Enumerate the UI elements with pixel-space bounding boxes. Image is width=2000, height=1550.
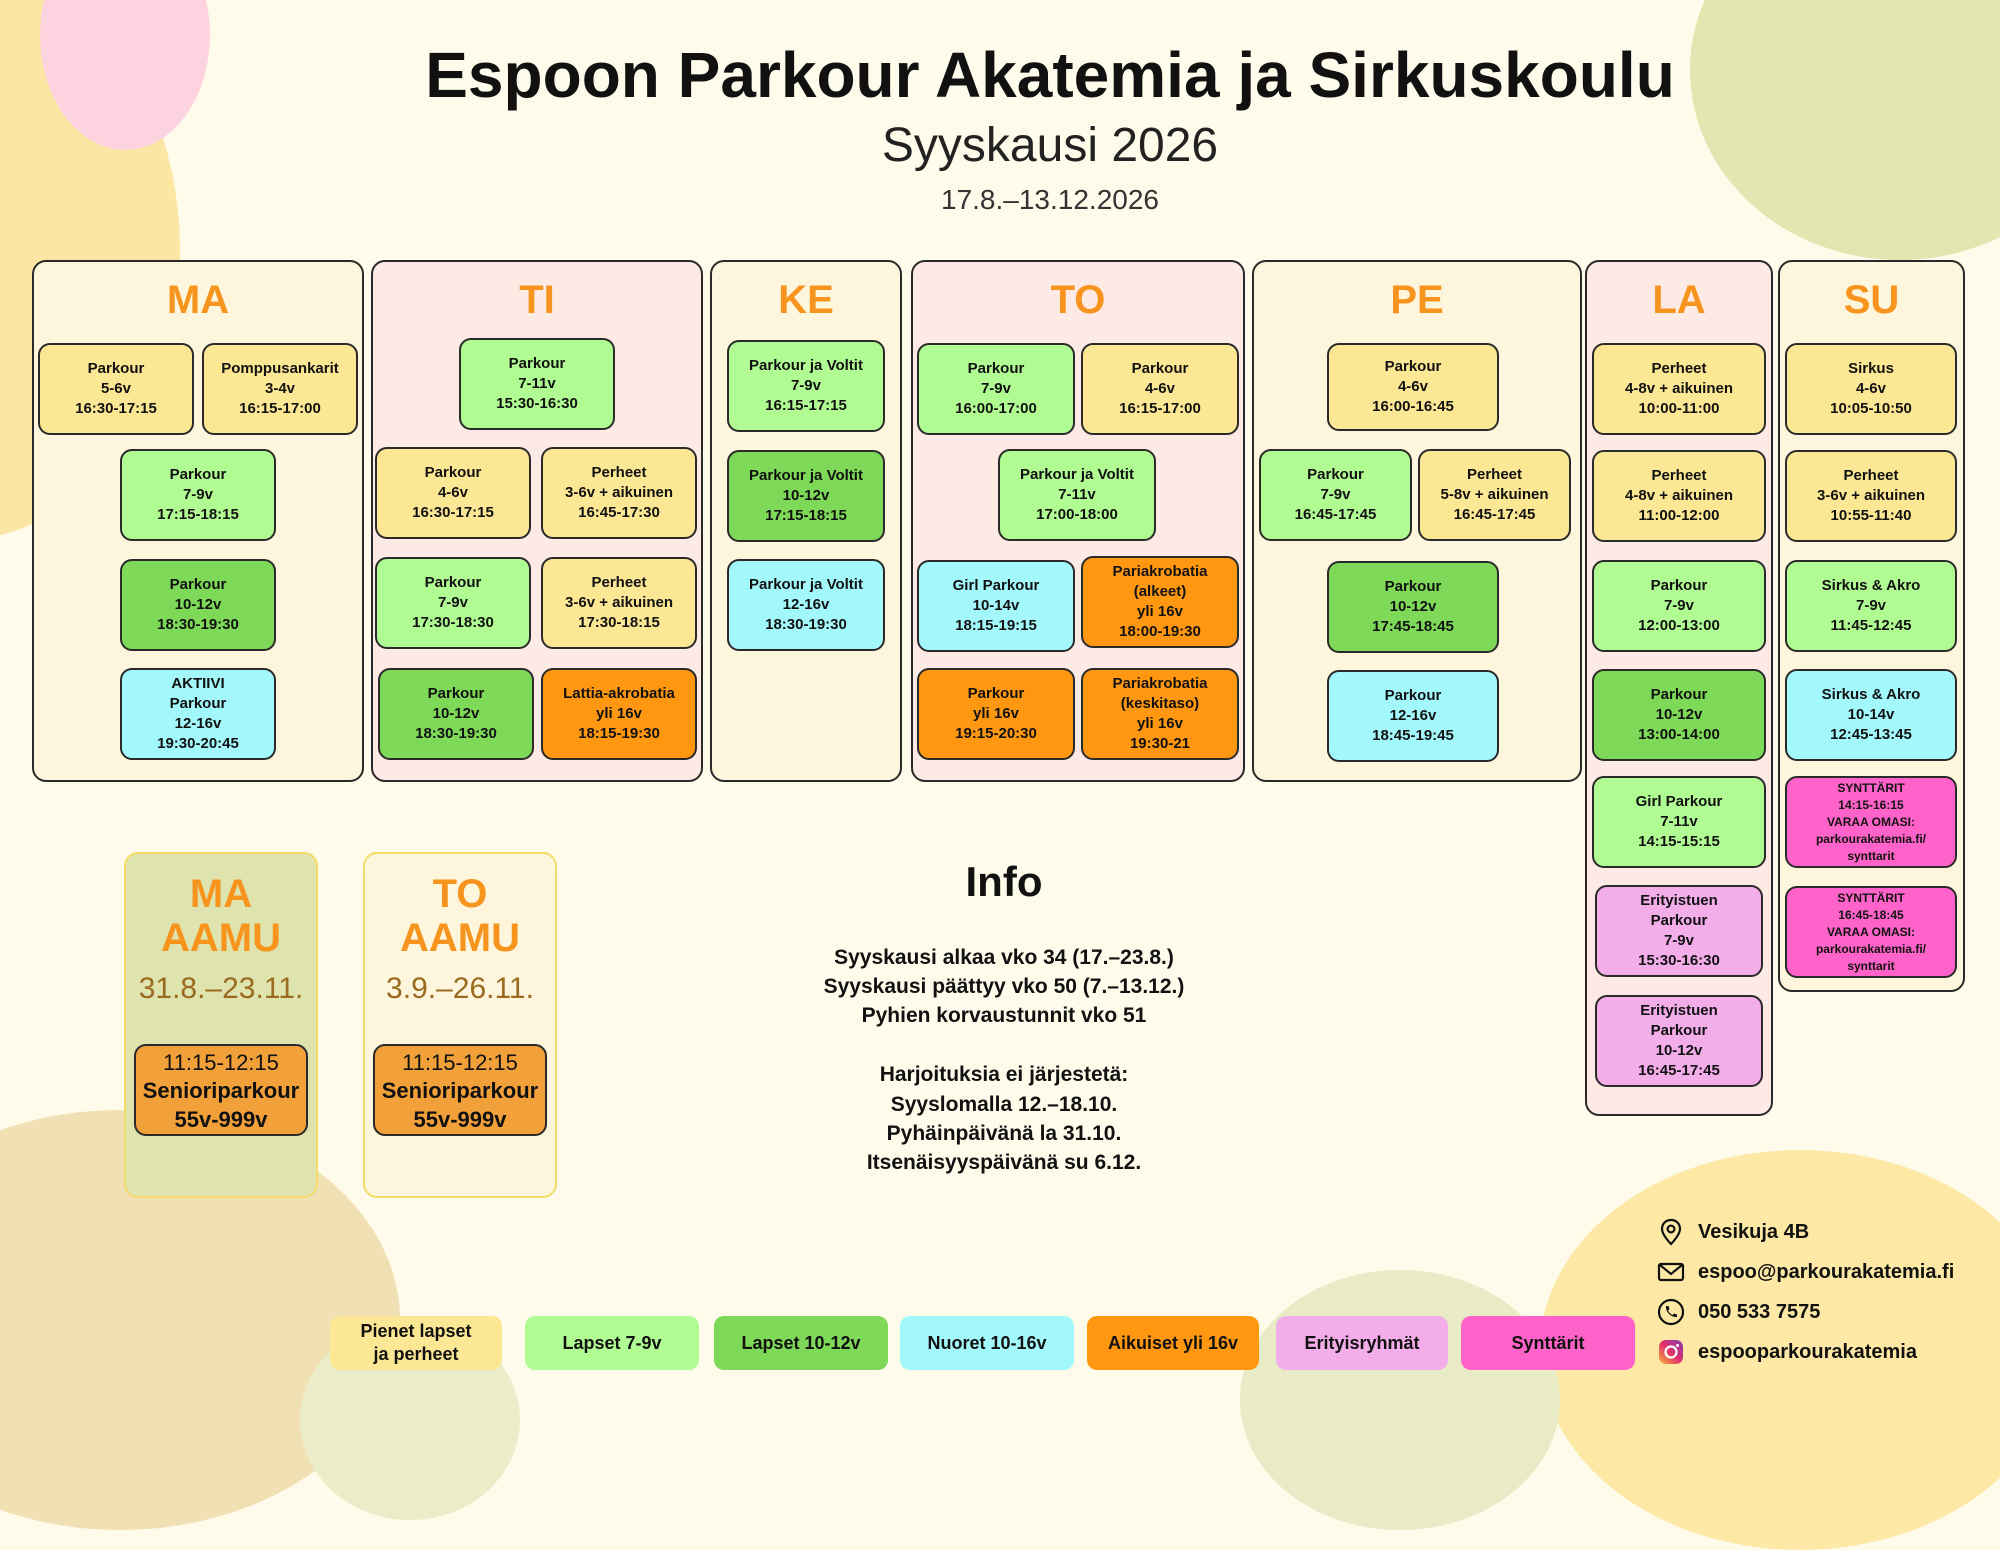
season-dates: 17.8.–13.12.2026	[941, 184, 1159, 215]
legend-kids-10-12: Lapset 10-12v	[714, 1316, 888, 1370]
class-card[interactable]: Parkour 10-12v 18:30-19:30	[120, 559, 276, 651]
day-title: MA	[166, 278, 230, 322]
class-card[interactable]: Parkour 4-6v 16:30-17:15	[375, 447, 531, 539]
background-blob	[1240, 1270, 1560, 1530]
class-card[interactable]: Erityistuen Parkour 7-9v 15:30-16:30	[1595, 885, 1763, 977]
info-line: Syyskausi alkaa vko 34 (17.–23.8.)	[834, 946, 1174, 969]
class-card[interactable]: Pariakrobatia (keskitaso) yli 16v 19:30-21	[1081, 668, 1239, 760]
day-title: KE	[778, 278, 834, 322]
info-line: Pyhäinpäivänä la 31.10.	[886, 1122, 1122, 1145]
address-text: Vesikuja 4B	[1698, 1220, 1810, 1243]
morning-panel-title: MA AAMU	[161, 872, 281, 960]
class-card[interactable]: Perheet 4-8v + aikuinen 11:00-12:00	[1592, 450, 1766, 542]
class-card[interactable]: Parkour 4-6v 16:00-16:45	[1327, 343, 1499, 431]
class-card[interactable]: Parkour ja Voltit 7-9v 16:15-17:15	[727, 340, 885, 432]
class-age: 55v-999v	[174, 1107, 268, 1132]
class-card[interactable]: Parkour 12-16v 18:45-19:45	[1327, 670, 1499, 762]
email-link[interactable]: espoo@parkourakatemia.fi	[1698, 1260, 1955, 1283]
class-time: 11:15-12:15	[163, 1050, 279, 1075]
morning-panel-dates: 3.9.–26.11.	[386, 972, 534, 1005]
legend-special: Erityisryhmät	[1276, 1316, 1448, 1370]
class-card[interactable]: Sirkus & Akro 10-14v 12:45-13:45	[1785, 669, 1957, 761]
season-subtitle: Syyskausi 2026	[881, 119, 1219, 172]
birthday-card[interactable]: SYNTTÄRIT 16:45-18:45 VARAA OMASI: parkourakatemia.fi/ synttarit	[1785, 886, 1957, 978]
class-card[interactable]: Parkour 7-11v 15:30-16:30	[459, 338, 615, 430]
day-title: SU	[1843, 278, 1900, 322]
info-title: Info	[965, 858, 1043, 905]
info-line: Syyskausi päättyy vko 50 (7.–13.12.)	[823, 975, 1185, 998]
class-card[interactable]: Pariakrobatia (alkeet) yli 16v 18:00-19:30	[1081, 556, 1239, 648]
class-card[interactable]: Perheet 5-8v + aikuinen 16:45-17:45	[1418, 449, 1571, 541]
class-card[interactable]: Parkour 10-12v 13:00-14:00	[1592, 669, 1766, 761]
info-line: Syyslomalla 12.–18.10.	[890, 1093, 1118, 1116]
page-title: Espoon Parkour Akatemia ja Sirkuskoulu	[425, 39, 1675, 111]
class-card[interactable]: Parkour 7-9v 17:30-18:30	[375, 557, 531, 649]
class-card[interactable]: Parkour 10-12v 18:30-19:30	[378, 668, 534, 760]
birthday-card[interactable]: SYNTTÄRIT 14:15-16:15 VARAA OMASI: parkourakatemia.fi/ synttarit	[1785, 776, 1957, 868]
senior-class-card[interactable]	[134, 1044, 308, 1136]
morning-panel-title: TO AAMU	[400, 872, 520, 960]
class-time: 11:15-12:15	[402, 1050, 518, 1075]
contact-email[interactable]	[1656, 1257, 1954, 1287]
location-pin-icon	[1656, 1217, 1686, 1247]
legend-kids-7-9: Lapset 7-9v	[525, 1316, 699, 1370]
class-card[interactable]: Parkour 10-12v 17:45-18:45	[1327, 561, 1499, 653]
class-card[interactable]: Lattia-akrobatia yli 16v 18:15-19:30	[541, 668, 697, 760]
envelope-icon	[1656, 1257, 1686, 1287]
class-card[interactable]: Parkour 7-9v 12:00-13:00	[1592, 560, 1766, 652]
phone-icon	[1656, 1297, 1686, 1327]
instagram-icon	[1656, 1337, 1686, 1367]
class-card[interactable]: Perheet 3-6v + aikuinen 16:45-17:30	[541, 447, 697, 539]
class-card[interactable]: Girl Parkour 10-14v 18:15-19:15	[917, 560, 1075, 652]
instagram-link[interactable]: espooparkourakatemia	[1698, 1340, 1917, 1363]
contact-address	[1656, 1217, 1809, 1247]
class-name: Senioriparkour	[142, 1078, 300, 1103]
phone-link[interactable]: 050 533 7575	[1698, 1300, 1821, 1323]
morning-panel-ma	[124, 852, 318, 1198]
class-card[interactable]: Pomppusankarit 3-4v 16:15-17:00	[202, 343, 358, 435]
class-card[interactable]: Perheet 4-8v + aikuinen 10:00-11:00	[1592, 343, 1766, 435]
info-line: Harjoituksia ei järjestetä:	[879, 1063, 1129, 1086]
legend-birthdays: Synttärit	[1461, 1316, 1635, 1370]
senior-class-card[interactable]	[373, 1044, 547, 1136]
class-card[interactable]: Erityistuen Parkour 10-12v 16:45-17:45	[1595, 995, 1763, 1087]
class-card[interactable]: Parkour 5-6v 16:30-17:15	[38, 343, 194, 435]
day-title: TI	[519, 278, 555, 322]
morning-panel-dates: 31.8.–23.11.	[138, 972, 304, 1005]
class-card[interactable]: Parkour ja Voltit 7-11v 17:00-18:00	[998, 449, 1156, 541]
class-card[interactable]: Perheet 3-6v + aikuinen 10:55-11:40	[1785, 450, 1957, 542]
class-card[interactable]: Sirkus 4-6v 10:05-10:50	[1785, 343, 1957, 435]
class-card[interactable]: Parkour 7-9v 16:45-17:45	[1259, 449, 1412, 541]
legend-small-children: Pienet lapset ja perheet	[330, 1316, 502, 1370]
morning-panel-to	[363, 852, 557, 1198]
class-card[interactable]: AKTIIVI Parkour 12-16v 19:30-20:45	[120, 668, 276, 760]
contact-instagram[interactable]	[1656, 1337, 1917, 1367]
legend-adults: Aikuiset yli 16v	[1087, 1316, 1259, 1370]
class-card[interactable]: Girl Parkour 7-11v 14:15-15:15	[1592, 776, 1766, 868]
class-name: Senioriparkour	[381, 1078, 539, 1103]
info-line: Itsenäisyyspäivänä su 6.12.	[866, 1151, 1142, 1174]
legend-youth: Nuoret 10-16v	[900, 1316, 1074, 1370]
info-line: Pyhien korvaustunnit vko 51	[861, 1004, 1147, 1027]
class-card[interactable]: Parkour yli 16v 19:15-20:30	[917, 668, 1075, 760]
class-card[interactable]: Sirkus & Akro 7-9v 11:45-12:45	[1785, 560, 1957, 652]
class-card[interactable]: Parkour ja Voltit 12-16v 18:30-19:30	[727, 559, 885, 651]
class-card[interactable]: Parkour 4-6v 16:15-17:00	[1081, 343, 1239, 435]
class-card[interactable]: Parkour ja Voltit 10-12v 17:15-18:15	[727, 450, 885, 542]
day-title: LA	[1652, 278, 1706, 322]
class-age: 55v-999v	[413, 1107, 507, 1132]
contact-phone[interactable]	[1656, 1297, 1820, 1327]
class-card[interactable]: Perheet 3-6v + aikuinen 17:30-18:15	[541, 557, 697, 649]
class-card[interactable]: Parkour 7-9v 16:00-17:00	[917, 343, 1075, 435]
day-title: TO	[1050, 278, 1106, 322]
class-card[interactable]: Parkour 7-9v 17:15-18:15	[120, 449, 276, 541]
day-title: PE	[1390, 278, 1444, 322]
